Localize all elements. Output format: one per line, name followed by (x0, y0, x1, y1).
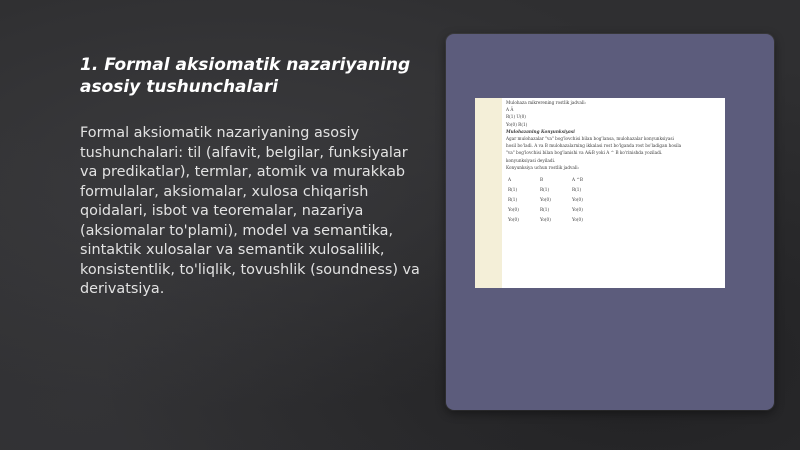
document-paragraph-line: "va" bog'lovchisi bilan bog'lanishi va A&B yoki A ^ B ko'rinishda yoziladi. (506, 150, 663, 156)
document-scan-image (475, 98, 725, 288)
table-cell: R(1) (572, 187, 582, 193)
table-row (506, 215, 724, 225)
table-row (506, 195, 724, 205)
slide-title: 1. Formal aksiomatik nazariyaning asosiy tushunchalari (80, 55, 411, 97)
table-cell: Yo(0) (508, 217, 519, 223)
table-header-row (506, 175, 724, 185)
table-row (506, 185, 724, 195)
image-frame (446, 34, 774, 410)
document-line: R(1) U(0) (506, 114, 526, 120)
document-line: Mulohaza mikrerening rostlik jadvali: (506, 100, 586, 105)
table-cell: Yo(0) (508, 207, 519, 213)
table-cell: Yo(0) (572, 217, 583, 223)
table-cell: R(1) (540, 207, 550, 213)
document-line: Yo(0) R(1) (506, 121, 528, 127)
table-cell: Yo(0) (572, 207, 583, 213)
document-line: A Ā (506, 107, 514, 113)
document-paragraph-line: konyunksiyasi deyiladi. (506, 157, 556, 163)
table-header-cell: A ^B (572, 177, 583, 183)
table-cell: R(1) (508, 187, 518, 193)
document-paragraph-line: Agar mulohazalar "va" bog'lovchisi bilan bog'lansa, mulohazalar konyunksiyasi (506, 135, 674, 141)
table-header-cell: A (508, 177, 512, 183)
document-paragraph-line: hosil bo'ladi. A va B mulohazalarning ikkalasi rost bo'lganda rost bo'ladigan hosila (506, 143, 682, 149)
table-header-cell: B (540, 177, 544, 183)
document-heading: Mulohazaning Konyunksiyasi (506, 128, 575, 134)
table-cell: R(1) (540, 187, 550, 193)
table-row (506, 205, 724, 215)
table-cell: Yo(0) (540, 197, 551, 203)
table-cell: R(1) (508, 197, 518, 203)
document-text (506, 99, 724, 225)
table-caption: Konyunksiya uchun rostlik jadvali: (506, 164, 580, 170)
slide-body-text: Formal aksiomatik nazariyaning asosiy tushunchalari: til (alfavit, belgilar, funksiyalar va predikatlar), termlar, atomik va murakkab formulalar, aksiomalar, xulosa chiqarish qoidalari, isbot va teoremalar, nazariya (aksiomalar to'plami), model va semantika, sintaktik xulosalar va semantik xulosalilik, konsistentlik, to'liqlik, tovushlik (soundness) va derivatsiya. (80, 125, 420, 297)
document-margin (475, 98, 502, 288)
table-cell: Yo(0) (572, 197, 583, 203)
table-cell: Yo(0) (540, 217, 551, 223)
